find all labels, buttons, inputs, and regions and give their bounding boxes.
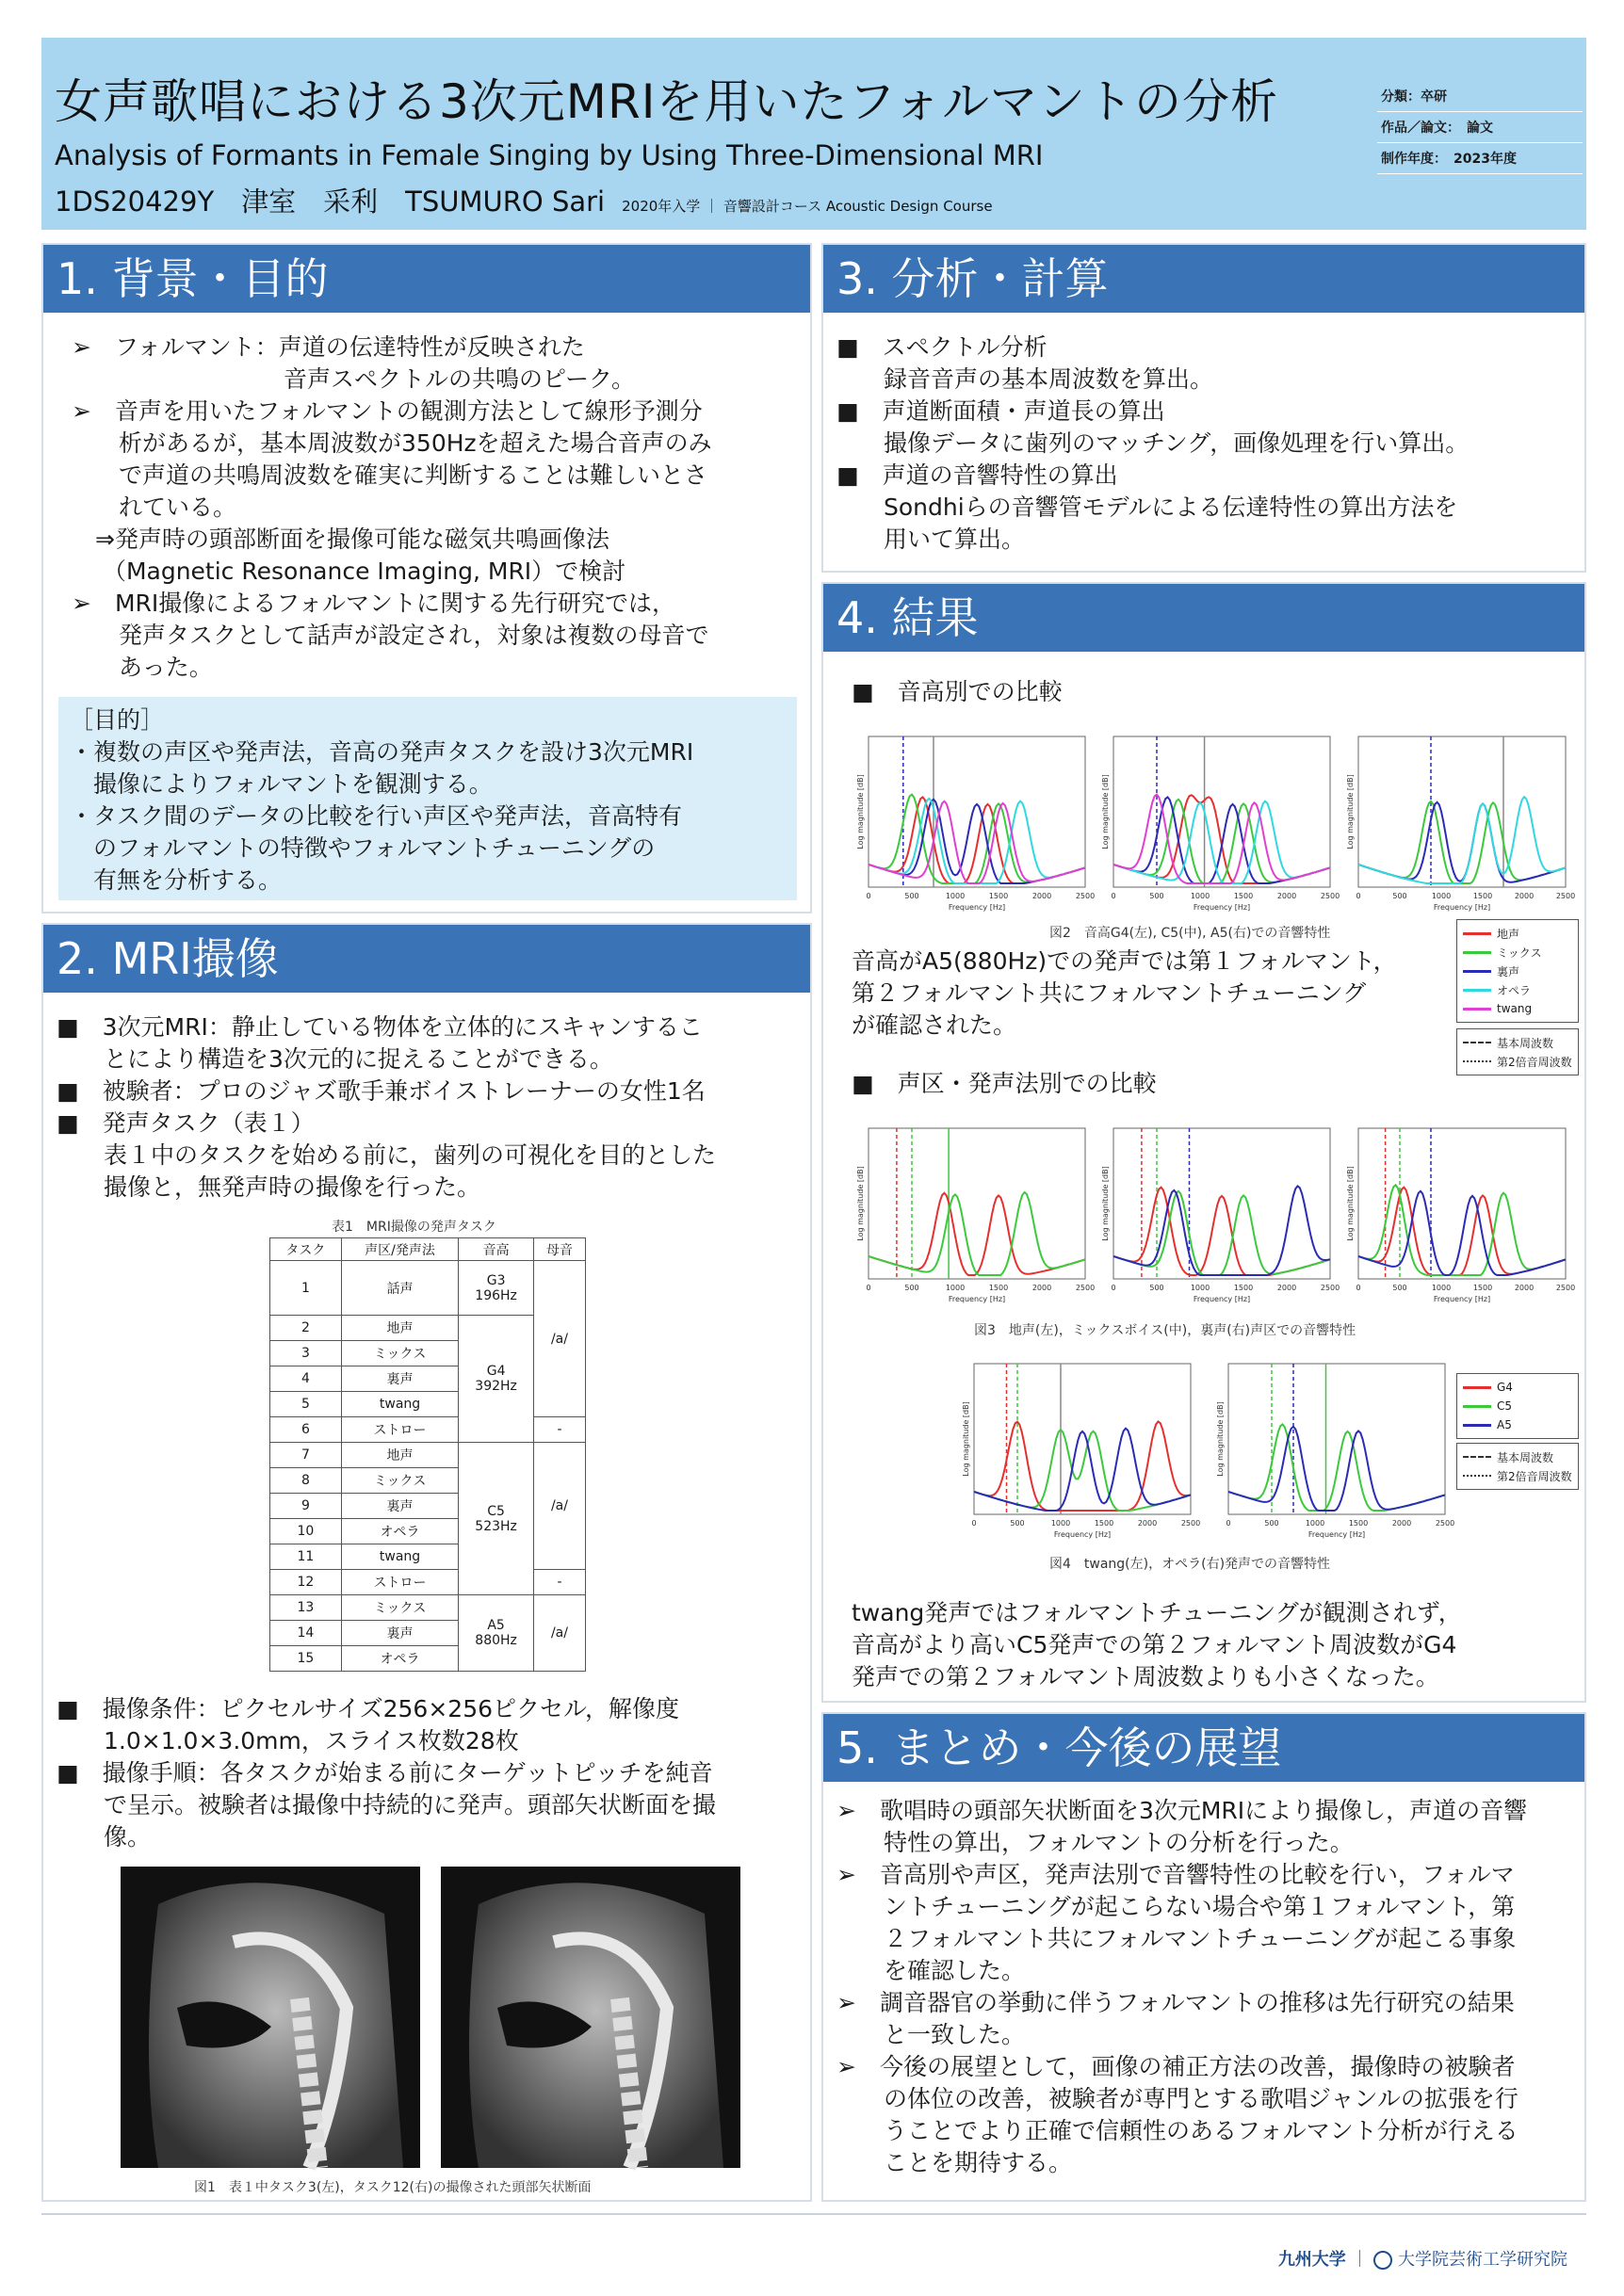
pitch-freq: 392Hz (475, 1379, 517, 1394)
x-tick-label: 0 (1111, 892, 1116, 900)
spectrum-plot (1216, 1364, 1454, 1539)
text-line: 表１中のタスクを始める前に，歯列の可視化を目的とした (57, 1141, 717, 1169)
section-title: 2. MRI撮像 (43, 925, 810, 993)
fig3-graphs (856, 1119, 1576, 1307)
legend-label: twang (1497, 1002, 1533, 1015)
legend-label: 裏声 (1497, 964, 1520, 978)
fig1-caption: 図1 表１中タスク3(左)，タスク12(右)の撮像された頭部矢状断面 (194, 2180, 592, 2195)
table-header: 声区/発声法 (341, 1238, 458, 1261)
aim-box (58, 697, 797, 900)
x-tick-label: 0 (866, 1284, 871, 1292)
legend-lines-2 (1456, 1443, 1579, 1490)
x-tick-label: 1500 (1472, 892, 1493, 900)
x-tick-label: 1500 (988, 892, 1009, 900)
spectrum-plot (856, 736, 1095, 912)
fig3-caption: 図3 地声(左)，ミックスボイス(中)，裏声(右)声区での音響特性 (974, 1323, 1356, 1338)
legend-item (1463, 943, 1572, 962)
header (41, 38, 1586, 230)
section-body-2 (57, 1693, 716, 1853)
meta-type: 作品／論文： 論文 (1377, 112, 1583, 143)
y-axis-label: Log magnitude [dB] (1101, 774, 1110, 849)
table-cell: 4 (270, 1366, 342, 1392)
text-line: 有無を分析する。 (70, 866, 283, 894)
dept-name: 大学院芸術工学研究院 (1398, 2250, 1567, 2270)
legend-item (1463, 1033, 1572, 1052)
x-tick-label: 1000 (1305, 1519, 1325, 1528)
text-line: ントチューニングが起こらない場合や第１フォルマント，第 (836, 1893, 1516, 1920)
section-mri (41, 923, 812, 2202)
x-tick-label: 500 (1010, 1519, 1025, 1528)
x-tick-label: 2500 (1075, 1284, 1096, 1292)
section-body (72, 331, 712, 684)
x-tick-label: 2500 (1075, 892, 1096, 900)
text-line: と一致した。 (836, 2021, 1026, 2048)
subtitle-en: Analysis of Formants in Female Singing by Using Three-Dimensional MRI (55, 139, 1044, 171)
text-line: うことでより正確で信頼性のあるフォルマント分析が行える (836, 2117, 1518, 2144)
y-axis-label: Log magnitude [dB] (1346, 774, 1355, 849)
author-note: 2020年入学 ｜ 音響設計コース Acoustic Design Course (622, 198, 993, 215)
pitch-note: G4 (486, 1364, 506, 1379)
author (55, 181, 993, 219)
section-body (836, 331, 1469, 556)
x-tick-label: 1000 (1190, 892, 1210, 900)
text-line: ■ 発声タスク（表１） (57, 1109, 315, 1137)
text-line: ・複数の声区や発声法，音高の発声タスクを設け3次元MRI (70, 738, 694, 766)
table-cell: ミックス (341, 1341, 458, 1366)
text-line: ➢ 音高別や声区，発声法別で音響特性の比較を行い，フォルマ (836, 1861, 1515, 1888)
legend-item (1463, 1466, 1572, 1485)
text-line: ■ 撮像手順：各タスクが始まる前にターゲットピッチを純音 (57, 1759, 713, 1787)
legend-label: オペラ (1497, 983, 1532, 997)
text-line: ■ 声道の音響特性の算出 (836, 461, 1118, 489)
y-axis-label: Log magnitude [dB] (856, 774, 865, 849)
text-line: 音声スペクトルの共鳴のピーク。 (72, 365, 636, 393)
mri-images (121, 1867, 742, 2168)
text-line: ➢ 歌唱時の頭部矢状断面を3次元MRIにより撮像し，声道の音響 (836, 1797, 1528, 1824)
table-cell: オペラ (341, 1646, 458, 1672)
text-line: 発声タスクとして話声が設定され，対象は複数の母音で (72, 622, 709, 649)
table-cell: 2 (270, 1316, 342, 1341)
table-cell: 3 (270, 1341, 342, 1366)
text-line: で声道の共鳴周波数を確実に判断することは難しいとさ (72, 461, 708, 489)
legend-item (1463, 1397, 1572, 1415)
x-tick-label: 500 (904, 892, 919, 900)
x-tick-label: 0 (1356, 892, 1361, 900)
x-tick-label: 500 (1149, 1284, 1164, 1292)
table-cell: 地声 (341, 1443, 458, 1468)
section-body (57, 1011, 716, 1204)
x-tick-label: 2000 (1276, 892, 1297, 900)
text-line: が確認された。 (852, 1011, 1017, 1039)
table-cell (459, 1316, 534, 1443)
text-line: とにより構造を3次元的に捉えることができる。 (57, 1045, 613, 1073)
pitch-freq: 880Hz (475, 1633, 517, 1648)
table-cell: 6 (270, 1417, 342, 1443)
text-line: 特性の算出，フォルマントの分析を行った。 (836, 1829, 1354, 1856)
table-cell (459, 1443, 534, 1595)
x-tick-label: 500 (904, 1284, 919, 1292)
x-tick-label: 1500 (1348, 1519, 1369, 1528)
spectrum-plot (962, 1364, 1200, 1539)
table-cell: /a/ (533, 1443, 585, 1570)
x-axis-label: Frequency [Hz] (1053, 1530, 1112, 1539)
text-line: で呈示。被験者は撮像中持続的に発声。頭部矢状断面を撮 (57, 1791, 717, 1819)
meta-category: 分類：卒研 (1377, 81, 1583, 112)
table-cell: twang (341, 1392, 458, 1417)
x-axis-label: Frequency [Hz] (1307, 1530, 1366, 1539)
sub-heading-register: ■ 声区・発声法別での比較 (852, 1070, 1157, 1097)
legend-label: A5 (1497, 1418, 1512, 1431)
text-line: 撮像によりフォルマントを観測する。 (70, 770, 493, 798)
table-cell: 12 (270, 1570, 342, 1595)
section-background (41, 243, 812, 914)
x-tick-label: 0 (866, 892, 871, 900)
meta-year: 制作年度： 2023年度 (1377, 143, 1583, 174)
x-tick-label: 1500 (988, 1284, 1009, 1292)
author-name: 1DS20429Y 津室 采利 TSUMURO Sari (55, 186, 606, 218)
spectrum-plot (1346, 1128, 1575, 1303)
table-cell: 話声 (341, 1261, 458, 1316)
text-line: 用いて算出。 (836, 525, 1026, 553)
text-line: を確認した。 (836, 1957, 1026, 1984)
x-tick-label: 2500 (1180, 1519, 1201, 1528)
table-cell: ストロー (341, 1570, 458, 1595)
text-line: 音高がより高いC5発声での第２フォルマント周波数がG4 (852, 1631, 1457, 1658)
y-axis-label: Log magnitude [dB] (1101, 1166, 1110, 1241)
y-axis-label: Log magnitude [dB] (1346, 1166, 1355, 1241)
sub-heading-pitch: ■ 音高別での比較 (852, 678, 1063, 705)
fig4-graphs (962, 1354, 1455, 1543)
table-cell: twang (341, 1544, 458, 1570)
pitch-note: A5 (487, 1618, 505, 1633)
legend-label: ミックス (1497, 946, 1542, 960)
footer-logo: 九州大学 ｜ 大学院芸術工学研究院 (1277, 2250, 1567, 2270)
x-tick-label: 1000 (1431, 892, 1452, 900)
table-cell: - (533, 1417, 585, 1443)
x-tick-label: 2000 (1031, 1284, 1052, 1292)
legend-label: C5 (1497, 1399, 1513, 1413)
table-cell: 14 (270, 1621, 342, 1646)
text-line: のフォルマントの特徴やフォルマントチューニングの (70, 834, 656, 862)
legend-pitch (1456, 1373, 1579, 1439)
text-line: （Magnetic Resonance Imaging, MRI）で検討 (72, 558, 626, 585)
table-cell: ストロー (341, 1417, 458, 1443)
pitch-freq: 196Hz (475, 1287, 517, 1303)
legend-voice (1456, 919, 1579, 1023)
section-title: 4. 結果 (823, 584, 1584, 652)
x-tick-label: 500 (1392, 892, 1407, 900)
text-line: 音高がA5(880Hz)での発声では第１フォルマント， (852, 947, 1397, 975)
legend-item (1463, 1415, 1572, 1434)
result-text-1 (852, 946, 1397, 1042)
text-line: の体位の改善，被験者が専門とする歌唱ジャンルの拡張を行 (836, 2085, 1518, 2112)
spectrum-plot (1346, 736, 1575, 912)
pitch-note: C5 (487, 1503, 505, 1519)
x-tick-label: 2000 (1514, 1284, 1535, 1292)
x-axis-label: Frequency [Hz] (1433, 1295, 1491, 1303)
x-axis-label: Frequency [Hz] (1193, 903, 1251, 912)
legend-label: 地声 (1497, 927, 1520, 941)
x-tick-label: 1000 (945, 1284, 966, 1292)
x-tick-label: 0 (1356, 1284, 1361, 1292)
text-line: 1.0×1.0×3.0mm，スライス枚数28枚 (57, 1727, 519, 1754)
section-summary (821, 1712, 1586, 2202)
table-cell: 7 (270, 1443, 342, 1468)
spectrum-plot (1101, 736, 1340, 912)
spectrum-plot (1101, 1128, 1340, 1303)
footer-divider (41, 2213, 1586, 2215)
section-results (821, 582, 1586, 1703)
legend-label: 基本周波数 (1497, 1036, 1554, 1050)
x-tick-label: 1500 (1094, 1519, 1114, 1528)
text-line: ➢ 今後の展望として，画像の補正方法の改善，撮像時の被験者 (836, 2053, 1516, 2080)
table-cell: /a/ (533, 1261, 585, 1417)
x-tick-label: 2500 (1320, 892, 1340, 900)
text-line: 発声での第２フォルマント周波数よりも小さくなった。 (852, 1663, 1439, 1690)
x-tick-label: 2500 (1435, 1519, 1455, 1528)
legend-item (1463, 962, 1572, 980)
text-line: 析があるが，基本周波数が350Hzを超えた場合音声のみ (72, 429, 712, 457)
text-line: ことを期待する。 (836, 2149, 1073, 2176)
text-line: あった。 (72, 654, 213, 681)
x-tick-label: 2000 (1391, 1519, 1412, 1528)
legend-item (1463, 924, 1572, 943)
spectrum-plot (856, 1128, 1095, 1303)
text-line: 録音音声の基本周波数を算出。 (836, 365, 1214, 393)
x-tick-label: 0 (1226, 1519, 1231, 1528)
fig2-caption: 図2 音高G4(左), C5(中), A5(右)での音響特性 (1049, 926, 1331, 941)
table-cell: 11 (270, 1544, 342, 1570)
dept-icon (1373, 2251, 1392, 2270)
legend-item (1463, 1447, 1572, 1466)
x-tick-label: 500 (1264, 1519, 1279, 1528)
table-cell: 5 (270, 1392, 342, 1417)
section-title: 1. 背景・目的 (43, 245, 810, 313)
table-cell: 裏声 (341, 1621, 458, 1646)
page-title: 女声歌唱における3次元MRIを用いたフォルマントの分析 (55, 74, 1278, 129)
y-axis-label: Log magnitude [dB] (856, 1166, 865, 1241)
x-tick-label: 1000 (1050, 1519, 1071, 1528)
text-line: ■ 被験者：プロのジャズ歌手兼ボイストレーナーの女性1名 (57, 1077, 706, 1105)
table-caption: 表1 MRI撮像の発声タスク (332, 1220, 496, 1235)
text-line: 撮像と，無発声時の撮像を行った。 (57, 1173, 481, 1201)
table-cell: 裏声 (341, 1494, 458, 1519)
x-tick-label: 1500 (1233, 892, 1254, 900)
section-analysis (821, 243, 1586, 573)
table-cell: ミックス (341, 1595, 458, 1621)
text-line: ➢ MRI撮像によるフォルマントに関する先行研究では， (72, 590, 676, 617)
x-axis-label: Frequency [Hz] (1193, 1295, 1251, 1303)
x-tick-label: 2500 (1555, 1284, 1576, 1292)
x-tick-label: 2500 (1555, 892, 1576, 900)
text-line: ■ スペクトル分析 (836, 333, 1047, 361)
text-line: ➢ フォルマント：声道の伝達特性が反映された (72, 333, 585, 361)
table-header: 母音 (533, 1238, 585, 1261)
x-axis-label: Frequency [Hz] (1433, 903, 1491, 912)
meta-box (1377, 81, 1583, 174)
x-tick-label: 1500 (1472, 1284, 1493, 1292)
table-cell (459, 1261, 534, 1316)
pitch-note: G3 (486, 1272, 506, 1288)
text-line: ・タスク間のデータの比較を行い声区や発声法，音高特有 (70, 802, 683, 830)
y-axis-label: Log magnitude [dB] (1216, 1401, 1225, 1477)
x-tick-label: 0 (1111, 1284, 1116, 1292)
aim-title: ［目的］ (70, 706, 165, 734)
table-cell: 15 (270, 1646, 342, 1672)
x-axis-label: Frequency [Hz] (948, 903, 1006, 912)
x-tick-label: 2000 (1031, 892, 1052, 900)
mri-image-right (441, 1867, 740, 2168)
text-line: ■ 撮像条件：ピクセルサイズ256×256ピクセル，解像度 (57, 1695, 680, 1722)
legend-item (1463, 1052, 1572, 1071)
section-title: 3. 分析・計算 (823, 245, 1584, 313)
legend-label: G4 (1497, 1381, 1513, 1394)
text-line: ■ 声道断面積・声道長の算出 (836, 397, 1165, 425)
x-axis-label: Frequency [Hz] (948, 1295, 1006, 1303)
legend-label: 第2倍音周波数 (1497, 1055, 1572, 1069)
text-line: ➢ 調音器官の挙動に伴うフォルマントの推移は先行研究の結果 (836, 1989, 1515, 2016)
text-line: れている。 (72, 493, 237, 521)
table-cell: /a/ (533, 1595, 585, 1672)
result-text-2 (852, 1597, 1462, 1693)
mri-image-left (121, 1867, 420, 2168)
x-tick-label: 500 (1149, 892, 1164, 900)
text-line: 像。 (57, 1823, 152, 1851)
text-line: ⇒発声時の頭部断面を撮像可能な磁気共鳴画像法 (72, 525, 609, 553)
legend-item (1463, 980, 1572, 999)
x-tick-label: 1000 (1190, 1284, 1210, 1292)
x-tick-label: 1500 (1233, 1284, 1254, 1292)
text-line: ■ 3次元MRI：静止している物体を立体的にスキャンするこ (57, 1013, 703, 1041)
table-cell: 10 (270, 1519, 342, 1544)
text-line: 撮像データに歯列のマッチング，画像処理を行い算出。 (836, 429, 1470, 457)
table-header: 音高 (459, 1238, 534, 1261)
y-axis-label: Log magnitude [dB] (962, 1401, 970, 1477)
text-line: Sondhiらの音響管モデルによる伝達特性の算出方法を (836, 493, 1458, 521)
table-cell: 9 (270, 1494, 342, 1519)
table-cell: 1 (270, 1261, 342, 1316)
table-cell: 13 (270, 1595, 342, 1621)
x-tick-label: 2000 (1137, 1519, 1158, 1528)
table-cell: 8 (270, 1468, 342, 1494)
univ-name: 九州大学 (1277, 2250, 1346, 2270)
text-line: ２フォルマント共にフォルマントチューニングが起こる事象 (836, 1925, 1517, 1952)
text-line: twang発声ではフォルマントチューニングが観測されず， (852, 1599, 1462, 1626)
x-tick-label: 2000 (1276, 1284, 1297, 1292)
table-cell: オペラ (341, 1519, 458, 1544)
x-tick-label: 1000 (1431, 1284, 1452, 1292)
pitch-freq: 523Hz (475, 1518, 517, 1534)
table-cell: 地声 (341, 1316, 458, 1341)
x-tick-label: 500 (1392, 1284, 1407, 1292)
legend-item (1463, 999, 1572, 1018)
legend-label: 基本周波数 (1497, 1450, 1554, 1464)
x-tick-label: 0 (971, 1519, 977, 1528)
table-cell: - (533, 1570, 585, 1595)
section-title: 5. まとめ・今後の展望 (823, 1714, 1584, 1782)
x-tick-label: 1000 (945, 892, 966, 900)
x-tick-label: 2000 (1514, 892, 1535, 900)
section-body (836, 1795, 1527, 2179)
table-header: タスク (270, 1238, 342, 1261)
legend-item (1463, 1378, 1572, 1397)
table-cell: ミックス (341, 1468, 458, 1494)
fig2-graphs (856, 727, 1576, 915)
legend-label: 第2倍音周波数 (1497, 1469, 1572, 1483)
fig4-caption: 図4 twang(左)，オペラ(右)発声での音響特性 (1049, 1557, 1331, 1572)
table-cell (459, 1595, 534, 1672)
text-line: 第２フォルマント共にフォルマントチューニング (852, 979, 1367, 1007)
legend-lines (1456, 1028, 1579, 1075)
task-table (269, 1237, 586, 1672)
x-tick-label: 2500 (1320, 1284, 1340, 1292)
text-line: ➢ 音声を用いたフォルマントの観測方法として線形予測分 (72, 397, 703, 425)
table-cell: 裏声 (341, 1366, 458, 1392)
